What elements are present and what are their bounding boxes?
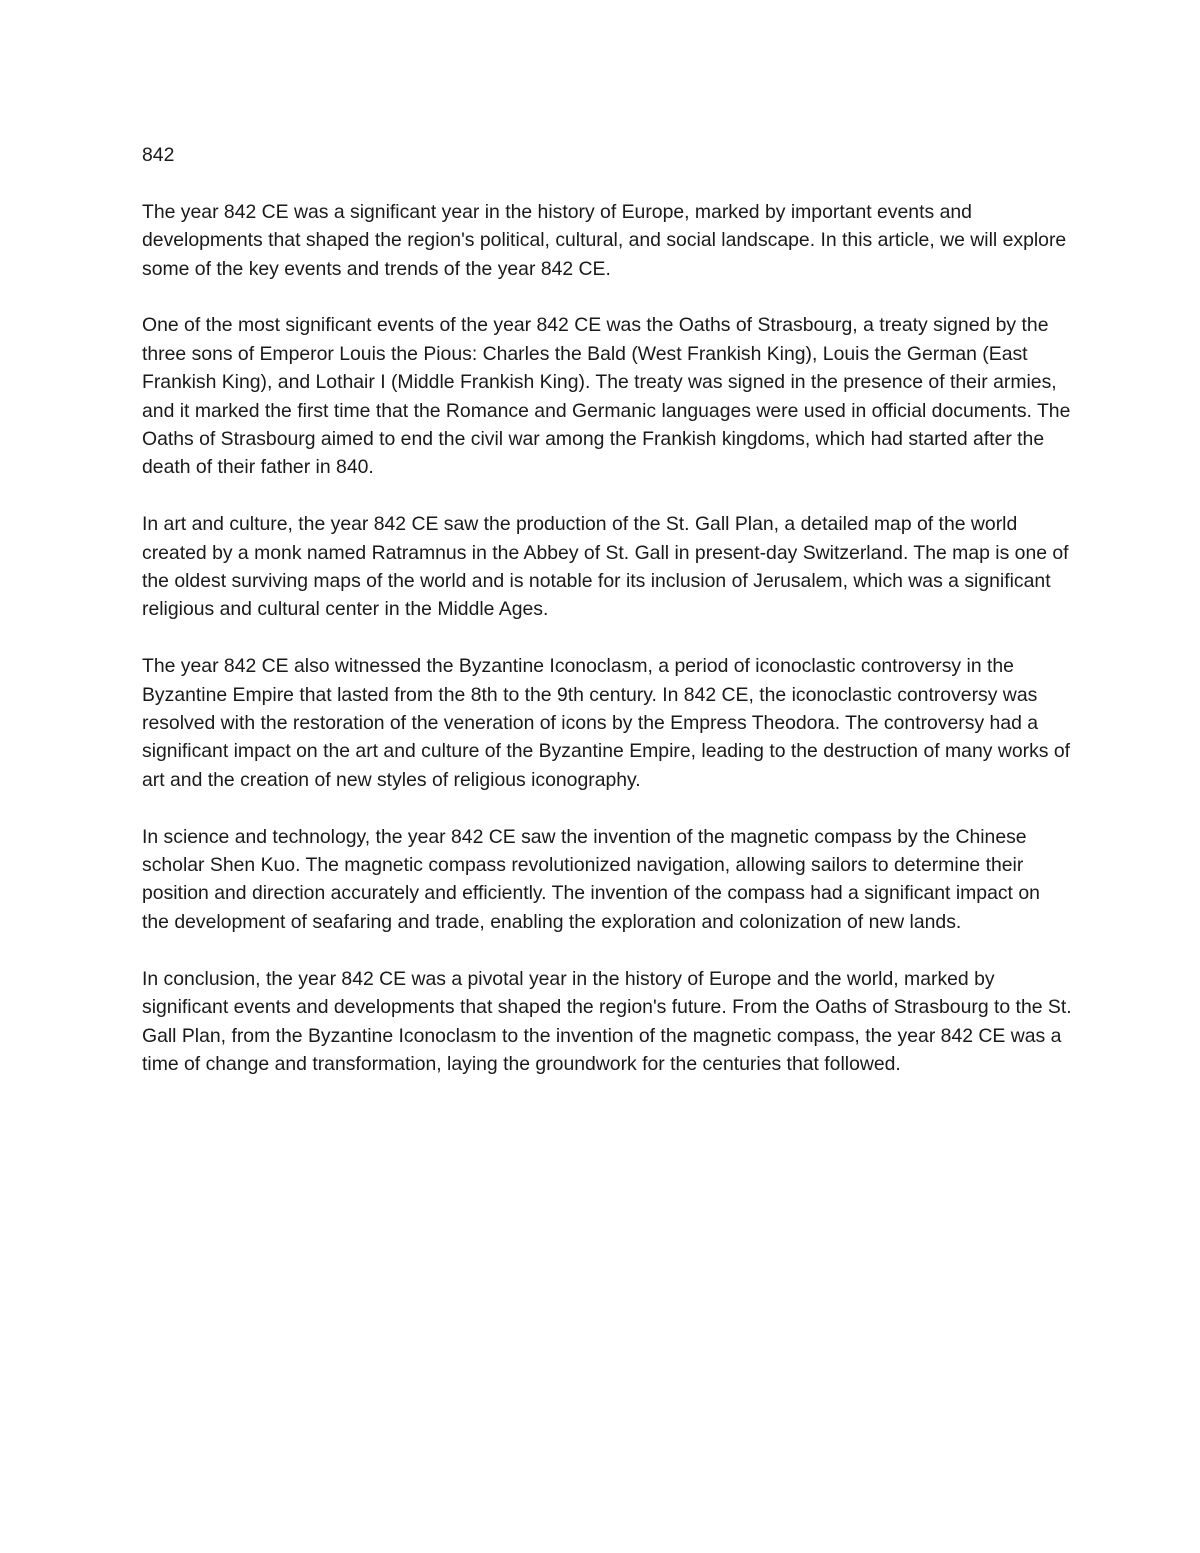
paragraph-intro: The year 842 CE was a significant year in the history of Europe, marked by important events and developments that shaped the region's political, cultural, and social landscape. In this article, we will explore some of the key events and trends of the year 842 CE. [142, 200, 1067, 280]
document-title: 842 [142, 144, 175, 166]
paragraph-byzantine-iconoclasm: The year 842 CE also witnessed the Byzantine Iconoclasm, a period of iconoclastic controversy in the Byzantine Empire that lasted from the 8th to the 9th century. In 842 CE, the iconoclastic controversy was resolved with the restoration of the veneration of icons by the Empress Theodora. The controversy had a significant impact on the art and culture of the Byzantine Empire, leading to the destruction of many works of art and the creation of new styles of religious iconography. [142, 655, 1071, 791]
document-body [142, 141, 1072, 1107]
paragraph-art-and-culture: In art and culture, the year 842 CE saw the production of the St. Gall Plan, a detailed map of the world created by a monk named Ratramnus in the Abbey of St. Gall in present-day Switzerland. The map is one of the oldest surviving maps of the world and is notable for its inclusion of Jerusalem, which was a significant religious and cultural center in the Middle Ages. [142, 513, 1069, 621]
paragraph-oaths-of-strasbourg: One of the most significant events of the year 842 CE was the Oaths of Strasbourg, a treaty signed by the three sons of Emperor Louis the Pious: Charles the Bald (West Frankish King), Louis the German (East Frankish King), and Lothair I (Middle Frankish King). The treaty was signed in the presence of their armies, and it marked the first time that the Romance and Germanic languages were used in official documents. The Oaths of Strasbourg aimed to end the civil war among the Frankish kingdoms, which had started after the death of their father in 840. [142, 314, 1071, 479]
paragraph-conclusion: In conclusion, the year 842 CE was a pivotal year in the history of Europe and the world, marked by significant events and developments that shaped the region's future. From the Oaths of Strasbourg to the St. Gall Plan, from the Byzantine Iconoclasm to the invention of the magnetic compass, the year 842 CE was a time of change and transformation, laying the groundwork for the centuries that followed. [142, 967, 1072, 1075]
paragraph-science-and-technology: In science and technology, the year 842 CE saw the invention of the magnetic compass by the Chinese scholar Shen Kuo. The magnetic compass revolutionized navigation, allowing sailors to determine their position and direction accurately and efficiently. The invention of the compass had a significant impact on the development of seafaring and trade, enabling the exploration and colonization of new lands. [142, 825, 1040, 933]
